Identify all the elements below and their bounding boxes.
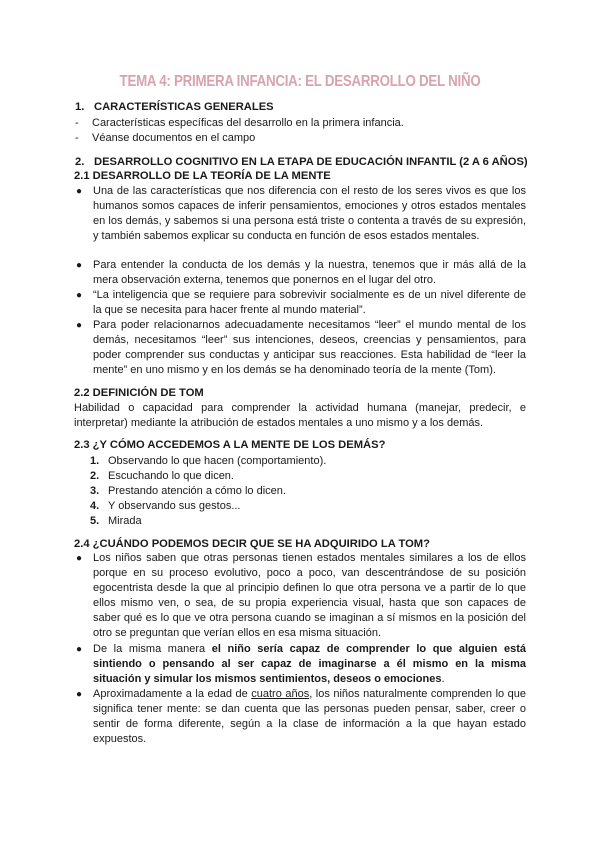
bullet-icon: ● xyxy=(76,644,83,655)
bullet-icon: ● xyxy=(76,320,83,331)
list-item: - Véanse documentos en el campo xyxy=(75,132,256,144)
list-item: 1. Observando lo que hacen (comportamiento). xyxy=(90,455,327,467)
section-1-number: 1. xyxy=(75,101,85,113)
list-item: 3. Prestando atención a cómo lo dicen. xyxy=(90,485,286,497)
paragraph: Para poder relacionarnos adecuadamente necesitamos “leer” el mundo mental de los demás, necesitamos “leer” sus intenciones, deseos, creencias y pensamientos, para poder comprender sus conductas y anticipar sus reacciones. Esta habilidad de “leer la mente” en uno mismo y en los demás se ha denominado teoría de la mente (Tom). xyxy=(93,319,526,376)
section-2-title: DESARROLLO COGNITIVO EN LA ETAPA DE EDUCACIÓN INFANTIL (2 A 6 AÑOS) xyxy=(94,156,528,168)
bullet-icon: ● xyxy=(76,290,83,301)
bullet-icon: ● xyxy=(76,260,83,271)
underlined-text: cuatro años xyxy=(251,688,310,700)
list-item: 4. Y observando sus gestos... xyxy=(90,500,241,512)
paragraph: Para entender la conducta de los demás y la nuestra, tenemos que ir más allá de la mera observación externa, tenemos que ponernos en el lugar del otro. xyxy=(93,259,526,286)
paragraph: Los niños saben que otras personas tienen estados mentales similares a los de ellos porque en su proceso evolutivo, poco a poco, van descentrándose de su posición egocentrista desde la que al principio definen lo que otra persona ve a partir de lo que ellos mismo ven, o sea, de su propia experiencia visual, hasta que son capaces de saber qué es lo que ve otra persona cuando se imaginan a sí mismos en la posición del otro se preguntan que verían ellos en esa misma situación. xyxy=(93,552,526,639)
section-1-title: CARACTERÍSTICAS GENERALES xyxy=(94,101,274,113)
subsection-2-4-heading: 2.4 ¿CUÁNDO PODEMOS DECIR QUE SE HA ADQUIRIDO LA TOM? xyxy=(74,538,430,550)
subsection-2-1-heading: 2.1 DESARROLLO DE LA TEORÍA DE LA MENTE xyxy=(74,170,331,182)
bullet-icon: ● xyxy=(76,186,83,197)
section-1-heading xyxy=(75,101,274,113)
section-2-number: 2. xyxy=(75,156,85,168)
paragraph: Habilidad o capacidad para comprender la actividad humana (manejar, predecir, e interpretar) mediante la atribución de estados mentales a uno mismo y a los demás. xyxy=(74,402,526,429)
list-item: 2. Escuchando lo que dicen. xyxy=(90,470,234,482)
paragraph: “La inteligencia que se requiere para sobrevivir socialmente es de un nivel diferente de la que se necesita para hacer frente al mundo material”. xyxy=(93,289,526,316)
list-item: - Características específicas del desarrollo en la primera infancia. xyxy=(75,117,404,129)
subsection-2-2-heading: 2.2 DEFINICIÓN DE TOM xyxy=(74,387,204,399)
bullet-icon: ● xyxy=(76,553,83,564)
paragraph: Aproximadamente a la edad de cuatro años, los niños naturalmente comprenden lo que significa tener mente: se dan cuenta que las personas pueden pensar, saber, creer o sentir de forma diferente, según a la clase de información a la que hayan estado expuestos. xyxy=(93,688,526,745)
list-item: 5. Mirada xyxy=(90,515,142,527)
subsection-2-3-heading: 2.3 ¿Y CÓMO ACCEDEMOS A LA MENTE DE LOS DEMÁS? xyxy=(74,439,386,451)
section-2-heading xyxy=(75,156,528,168)
bold-text: el niño sería capaz de comprender lo que alguien está sintiendo o pensando al ser capaz de imaginarse a él mismo en la misma situación y simular los mismos sentimientos, deseos o emociones xyxy=(93,643,526,685)
page-title: TEMA 4: PRIMERA INFANCIA: EL DESARROLLO DEL NIÑO xyxy=(119,73,481,90)
paragraph: De la misma manera el niño sería capaz de comprender lo que alguien está sintiendo o pensando al ser capaz de imaginarse a él mismo en la misma situación y simular los mismos sentimientos, deseos o emociones. xyxy=(93,643,526,685)
bullet-icon: ● xyxy=(76,689,83,700)
paragraph: Una de las características que nos diferencia con el resto de los seres vivos es que los humanos somos capaces de inferir pensamientos, emociones y otros estados mentales en los demás, y sabemos si una persona está triste o contenta a través de su expresión, y también sabemos explicar su conducta en función de esos estados mentales. xyxy=(93,185,526,242)
